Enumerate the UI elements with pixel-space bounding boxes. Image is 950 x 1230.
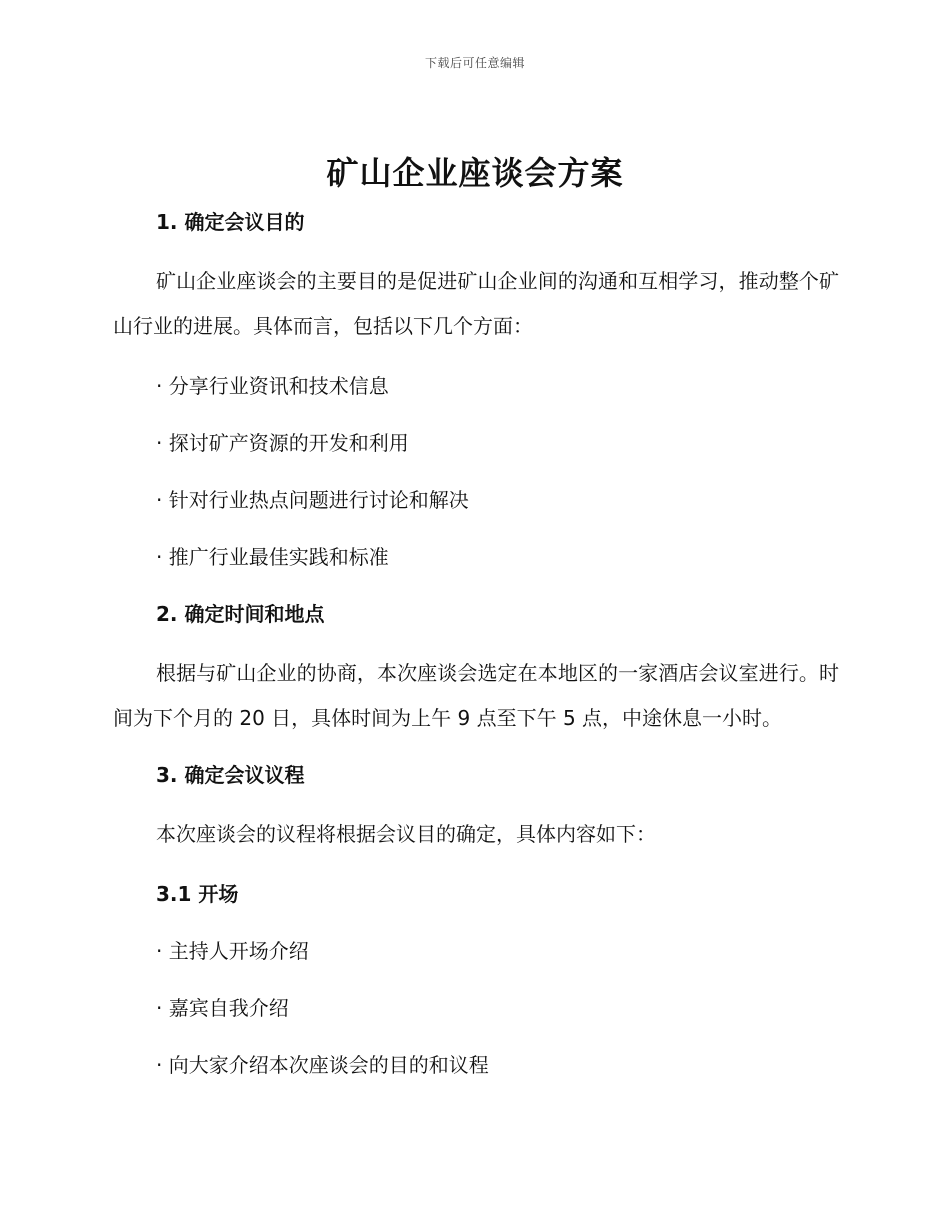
subsection-3-1-bullet-3: · 向大家介绍本次座谈会的目的和议程: [156, 1053, 489, 1077]
document-body: [113, 202, 839, 1085]
section-1-bullet-2: · 探讨矿产资源的开发和利用: [156, 431, 409, 455]
section-1-bullet-3: · 针对行业热点问题进行讨论和解决: [156, 488, 469, 512]
section-3-heading: 3. 确定会议议程: [156, 763, 305, 787]
section-1-bullet-4: · 推广行业最佳实践和标准: [156, 545, 389, 569]
section-1-heading: 1. 确定会议目的: [156, 210, 305, 234]
subsection-3-1-bullet-2: · 嘉宾自我介绍: [156, 996, 289, 1020]
header-note: 下载后可任意编辑: [424, 56, 525, 70]
section-1-paragraph: 矿山企业座谈会的主要目的是促进矿山企业间的沟通和互相学习，推动整个矿山行业的进展。具体而言，包括以下几个方面：: [113, 269, 839, 338]
subsection-3-1-heading: 3.1 开场: [156, 882, 239, 906]
section-2-paragraph: 根据与矿山企业的协商，本次座谈会选定在本地区的一家酒店会议室进行。时间为下个月的 20 日，具体时间为上午 9 点至下午 5 点，中途休息一小时。: [113, 661, 839, 730]
section-3-paragraph: 本次座谈会的议程将根据会议目的确定，具体内容如下：: [156, 822, 656, 846]
subsection-3-1-bullet-1: · 主持人开场介绍: [156, 939, 309, 963]
section-1-bullet-1: · 分享行业资讯和技术信息: [156, 374, 389, 398]
document-title: 矿山企业座谈会方案: [326, 154, 624, 192]
section-2-heading: 2. 确定时间和地点: [156, 602, 325, 626]
